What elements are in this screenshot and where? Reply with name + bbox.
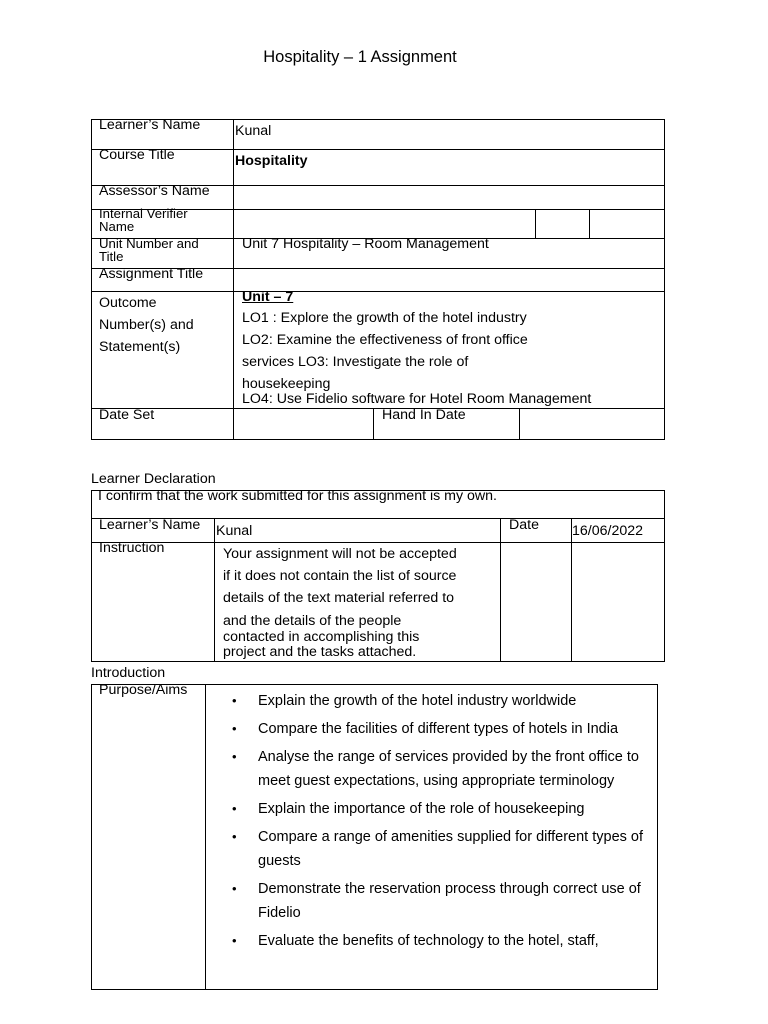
internal-verifier-label-line1: Internal Verifier — [99, 206, 188, 221]
declaration-date-value: 16/06/2022 — [572, 523, 644, 539]
declaration-statement: I confirm that the work submitted for this assignment is my own. — [98, 488, 497, 504]
outcome-label-line3: Statement(s) — [99, 339, 181, 355]
course-title-value: Hospitality — [235, 153, 308, 169]
hand-in-date-label: Hand In Date — [382, 407, 466, 423]
instruction-line: project and the tasks attached. — [223, 644, 417, 660]
list-item: • Analyse the range of services provided by the front office to meet guest expectations, using appropriate terminology — [232, 745, 652, 793]
unit-number-label-line1: Unit Number and — [99, 236, 199, 251]
learner-name-value: Kunal — [235, 123, 272, 139]
outcome-lo3-line3: housekeeping — [242, 376, 331, 392]
outcome-lo1: LO1 : Explore the growth of the hotel industry — [242, 310, 527, 326]
instruction-line: and the details of the people — [223, 613, 402, 629]
outcome-lo2-line2: services LO3: Investigate the role of — [242, 354, 469, 370]
list-item: • Demonstrate the reservation process through correct use of Fidelio — [232, 877, 652, 925]
assessor-name-label: Assessor’s Name — [99, 183, 210, 199]
declaration-learner-name-label: Learner’s Name — [99, 517, 201, 533]
list-item: • Compare the facilities of different types of hotels in India — [232, 717, 652, 741]
outcome-label-line2: Number(s) and — [99, 317, 194, 333]
instruction-line: contacted in accomplishing this — [223, 629, 420, 645]
instruction-label: Instruction — [99, 540, 165, 556]
aims-list — [232, 689, 652, 957]
instruction-line: details of the text material referred to — [223, 590, 455, 606]
declaration-heading: Learner Declaration — [91, 471, 216, 487]
outcome-label-line1: Outcome — [99, 295, 157, 311]
list-item: • Explain the growth of the hotel industry worldwide — [232, 689, 652, 713]
course-title-label: Course Title — [99, 147, 175, 163]
list-item: • Evaluate the benefits of technology to the hotel, staff, — [232, 929, 652, 953]
outcome-lo2-line1: LO2: Examine the effectiveness of front office — [242, 332, 528, 348]
declaration-date-label: Date — [509, 517, 539, 533]
purpose-aims-label: Purpose/Aims — [99, 682, 188, 698]
introduction-heading: Introduction — [91, 665, 166, 681]
unit-number-value: Unit 7 Hospitality – Room Management — [242, 236, 489, 252]
list-item: • Compare a range of amenities supplied for different types of guests — [232, 825, 652, 873]
unit-number-label-line2: Title — [99, 249, 124, 264]
declaration-learner-name-value: Kunal — [216, 523, 253, 539]
date-set-label: Date Set — [99, 407, 155, 423]
instruction-line: Your assignment will not be accepted — [223, 546, 457, 562]
assignment-title-label: Assignment Title — [99, 266, 204, 282]
instruction-line: if it does not contain the list of source — [223, 568, 457, 584]
internal-verifier-label-line2: Name — [99, 219, 135, 234]
list-item: • Explain the importance of the role of housekeeping — [232, 797, 652, 821]
document-title: Hospitality – 1 Assignment — [263, 48, 457, 66]
outcome-unit-heading: Unit – 7 — [242, 289, 294, 305]
learner-name-label: Learner’s Name — [99, 117, 201, 133]
outcome-lo4: LO4: Use Fidelio software for Hotel Room Management — [242, 391, 592, 407]
